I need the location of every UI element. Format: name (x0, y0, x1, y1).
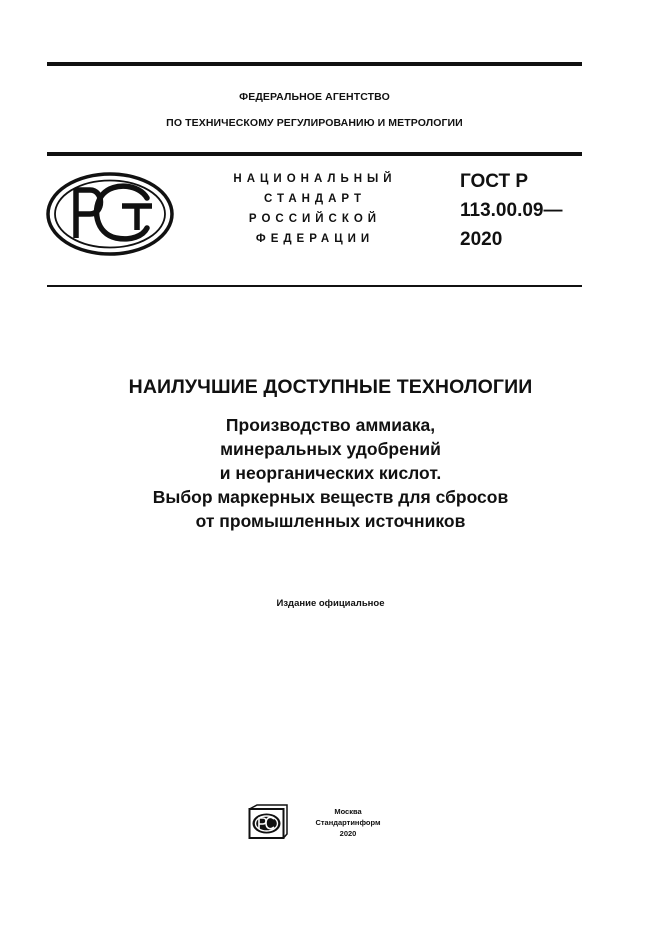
rst-certification-mark-icon (46, 172, 174, 256)
gost-designation-line-1: ГОСТ Р (460, 171, 529, 192)
agency-line-1: ФЕДЕРАЛЬНОЕ АГЕНТСТВО (239, 91, 390, 103)
national-line-3: РОССИЙСКОЙ (248, 213, 382, 225)
national-line-2: СТАНДАРТ (264, 193, 366, 205)
subtitle-line-2: минеральных удобрений (220, 439, 441, 459)
edition-label: Издание официальное (276, 598, 385, 609)
publisher-city: Москва (334, 807, 362, 816)
gost-designation-line-3: 2020 (460, 229, 503, 250)
national-line-1: НАЦИОНАЛЬНЫЙ (233, 173, 397, 185)
header-rule (47, 152, 582, 156)
top-rule (47, 62, 582, 66)
document-title: НАИЛУЧШИЕ ДОСТУПНЫЕ ТЕХНОЛОГИИ (128, 376, 533, 398)
subtitle-line-1: Производство аммиака, (225, 415, 436, 435)
national-line-4: ФЕДЕРАЦИИ (255, 233, 375, 245)
agency-line-2: ПО ТЕХНИЧЕСКОМУ РЕГУЛИРОВАНИЮ И МЕТРОЛОГИИ (166, 117, 463, 129)
subtitle-line-3: и неорганических кислот. (219, 463, 442, 483)
subtitle-line-4: Выбор маркерных веществ для сбросов (152, 487, 509, 507)
standard-block-rule (47, 285, 582, 287)
gost-designation-line-2: 113.00.09— (460, 200, 563, 221)
publisher-name: Стандартинформ (315, 818, 381, 827)
standartinform-logo-icon (248, 804, 288, 840)
publisher-year: 2020 (339, 829, 357, 838)
subtitle-line-5: от промышленных источников (195, 511, 466, 531)
